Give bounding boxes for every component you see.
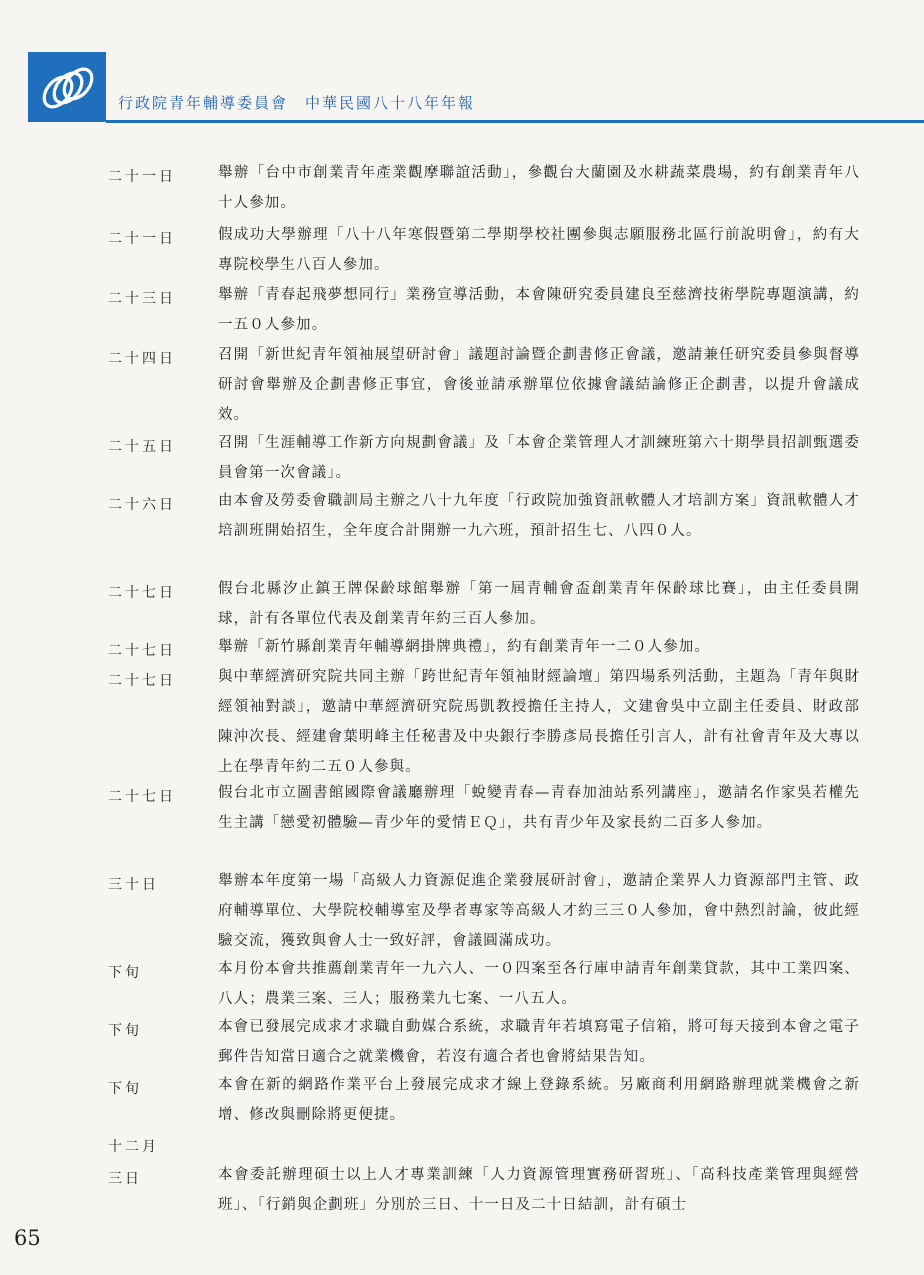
entry-text: 召開「生涯輔導工作新方向規劃會議」及「本會企業管理人才訓練班第六十期學員招訓甄選委員會第一次會議」。 — [218, 435, 860, 481]
entry-text: 由本會及勞委會職訓局主辦之八十九年度「行政院加強資訊軟體人才培訓方案」資訊軟體人才培訓班開始招生，全年度合計開辦一九六班，預計招生七、八四０人。 — [218, 493, 860, 539]
entry-text: 舉辦「青春起飛夢想同行」業務宣導活動，本會陳研究委員建良至慈濟技術學院專題演講，約一五０人參加。 — [218, 287, 860, 333]
entry-date: 下旬 — [108, 1023, 142, 1039]
entry-date: 二十五日 — [108, 439, 176, 455]
entry-date: 三十日 — [108, 877, 159, 893]
entry-date: 三日 — [108, 1171, 142, 1187]
entry-text: 假台北縣汐止鎮王牌保齡球館舉辦「第一屆青輔會盃創業青年保齡球比賽」，由主任委員開球，計有各單位代表及創業青年約三百人參加。 — [218, 581, 860, 627]
entry-text: 本會委託辦理碩士以上人才專業訓練「人力資源管理實務研習班」、「高科技產業管理與經營班」、「行銷與企劃班」分別於三日、十一日及二十日結訓，計有碩士 — [218, 1167, 860, 1213]
entry-text: 假台北市立圖書館國際會議廳辦理「蛻變青春—青春加油站系列講座」，邀請名作家吳若權先生主講「戀愛初體驗—青少年的愛情ＥＱ」，共有青少年及家長約二百多人參加。 — [218, 785, 860, 831]
entry-text: 召開「新世紀青年領袖展望研討會」議題討論暨企劃書修正會議，邀請兼任研究委員參與督導研討會舉辦及企劃書修正事宜，會後並請承辦單位依據會議結論修正企劃書，以提升會議成效。 — [218, 347, 860, 423]
entry-date: 二十七日 — [108, 789, 176, 805]
header-rule — [106, 120, 924, 123]
entry-text: 本月份本會共推薦創業青年一九六人、一０四案至各行庫申請青年創業貸款，其中工業四案、八人；農業三案、三人；服務業九七案、一八五人。 — [218, 961, 860, 1007]
entry-text: 本會在新的網路作業平台上發展完成求才線上登錄系統。另廠商利用網路辦理就業機會之新增、修改與刪除將更便捷。 — [218, 1077, 860, 1123]
page-number: 65 — [14, 1226, 41, 1250]
rings-logo-icon — [28, 52, 106, 122]
entry-date: 二十七日 — [108, 643, 176, 659]
entry-date: 二十六日 — [108, 497, 176, 513]
header-title: 行政院青年輔導委員會 中華民國八十八年年報 — [118, 94, 476, 112]
entry-text: 舉辦「台中市創業青年產業觀摩聯誼活動」，參觀台大蘭園及水耕蔬菜農場，約有創業青年八十人參加。 — [218, 165, 860, 211]
entry-text: 本會已發展完成求才求職自動媒合系統，求職青年若填寫電子信箱，將可每天接到本會之電子郵件告知當日適合之就業機會，若沒有適合者也會將結果告知。 — [218, 1019, 860, 1065]
entry-text: 舉辦「新竹縣創業青年輔導網掛牌典禮」，約有創業青年一二０人參加。 — [218, 639, 710, 655]
entry-date: 二十一日 — [108, 169, 176, 185]
entry-date: 二十七日 — [108, 585, 176, 601]
entry-date: 二十三日 — [108, 291, 176, 307]
month-label: 十二月 — [108, 1139, 159, 1155]
entry-text: 舉辦本年度第一場「高級人力資源促進企業發展研討會」，邀請企業界人力資源部門主管、政府輔導單位、大學院校輔導室及學者專家等高級人才約三三０人參加，會中熱烈討論，彼此經驗交流，獲致與會人士一致好評，會議圓滿成功。 — [218, 873, 860, 949]
entry-text: 與中華經濟研究院共同主辦「跨世紀青年領袖財經論壇」第四場系列活動，主題為「青年與財經領袖對談」，邀請中華經濟研究院馬凱教授擔任主持人，文建會吳中立副主任委員、財政部陳沖次長、經建會葉明峰主任秘書及中央銀行李勝彥局長擔任引言人，計有社會青年及大專以上在學青年約二五０人參與。 — [218, 669, 860, 775]
entry-text: 假成功大學辦理「八十八年寒假暨第二學期學校社團參與志願服務北區行前說明會」，約有大專院校學生八百人參加。 — [218, 227, 860, 273]
entry-date: 二十七日 — [108, 673, 176, 689]
organization-logo — [28, 52, 106, 122]
entry-date: 下旬 — [108, 965, 142, 981]
entry-date: 下旬 — [108, 1081, 142, 1097]
entry-date: 二十一日 — [108, 231, 176, 247]
entry-date: 二十四日 — [108, 351, 176, 367]
